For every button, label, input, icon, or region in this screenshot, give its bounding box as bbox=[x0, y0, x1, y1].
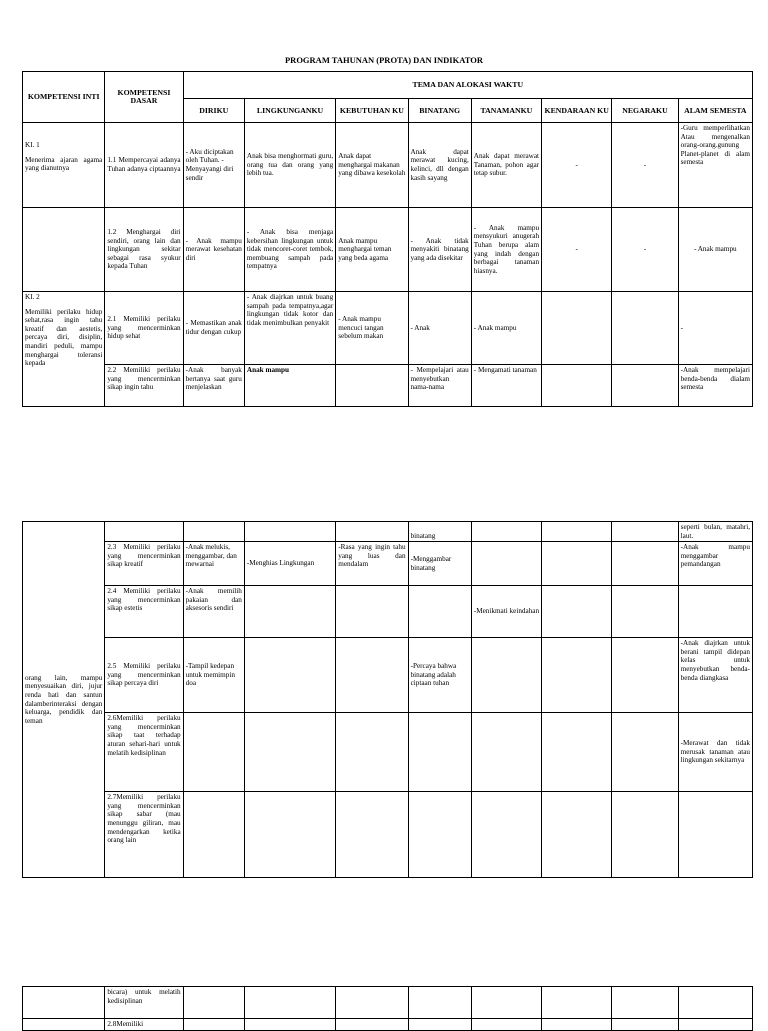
indicator-cell bbox=[408, 586, 471, 638]
indicator-cell bbox=[336, 987, 408, 1019]
theme-header: TANAMANKU bbox=[471, 99, 541, 123]
table-row bbox=[23, 713, 753, 792]
indicator-cell: -Guru memperlihatkan Atau mengenalkan orang-orang.gunung Planet-planet di alam semesta bbox=[678, 123, 752, 208]
kd-cell bbox=[105, 522, 183, 542]
indicator-cell bbox=[678, 987, 752, 1019]
indicator-cell bbox=[612, 542, 678, 586]
indicator-cell bbox=[336, 522, 408, 542]
indicator-cell bbox=[244, 987, 335, 1019]
indicator-cell: Anak dapat merawat kucing, kelinci, dll dengan kasih sayang bbox=[408, 123, 471, 208]
table-row bbox=[23, 542, 753, 586]
indicator-cell: -Anak memilih pakaian dan aksesoris sendiri bbox=[183, 586, 244, 638]
header-tema: TEMA DAN ALOKASI WAKTU bbox=[183, 72, 752, 99]
table-row bbox=[23, 522, 753, 542]
indicator-cell: - Mengamati tanaman bbox=[471, 365, 541, 407]
theme-header: ALAM SEMESTA bbox=[678, 99, 752, 123]
indicator-cell: -Percaya bahwa binatang adalah ciptaan tuhan bbox=[408, 638, 471, 713]
kd-cell: 2.1 Memiliki perilaku yang mencerminkan hidup sehat bbox=[105, 292, 183, 365]
indicator-cell bbox=[471, 792, 541, 878]
indicator-cell bbox=[612, 792, 678, 878]
ki-text: Menerima ajaran agama yang dianutnya bbox=[25, 155, 103, 173]
kd-cell: 2.5 Memiliki perilaku yang mencerminkan sikap percaya diri bbox=[105, 638, 183, 713]
indicator-cell bbox=[408, 792, 471, 878]
indicator-cell bbox=[612, 987, 678, 1019]
indicator-cell bbox=[678, 792, 752, 878]
indicator-cell bbox=[244, 1019, 335, 1031]
indicator-cell: Anak mampu menghargai teman yang beda agama bbox=[336, 208, 408, 292]
kd-cell: 2.6Memiliki perilaku yang mencerminkan sikap taat terhadap aturan sehari-hari untuk melatih kedisiplinan bbox=[105, 713, 183, 792]
indicator-cell: - Memastikan anak tidur dengan cukup bbox=[183, 292, 244, 365]
indicator-cell: binatang bbox=[408, 522, 471, 542]
indicator-cell: - bbox=[542, 123, 612, 208]
kd-cell: 2.8Memiliki bbox=[105, 1019, 183, 1031]
table-row bbox=[23, 292, 753, 365]
indicator-cell: - Anak bisa menjaga kebersihan lingkungan untuk tidak mencoret-coret tembok, membuang sampah pada tempatnya bbox=[244, 208, 335, 292]
table-row bbox=[23, 987, 753, 1019]
ki-2-cell bbox=[23, 292, 105, 407]
indicator-cell bbox=[542, 792, 612, 878]
indicator-cell bbox=[612, 1019, 678, 1031]
ki-code: KI. 2 bbox=[25, 293, 40, 301]
table-row bbox=[23, 208, 753, 292]
indicator-cell: - Mempelajari atau menyebutkan nama-nama bbox=[408, 365, 471, 407]
indicator-cell bbox=[183, 713, 244, 792]
indicator-cell bbox=[471, 987, 541, 1019]
indicator-cell bbox=[336, 365, 408, 407]
indicator-cell: -Menghias Lingkungan bbox=[244, 542, 335, 586]
kd-cell: 1.2 Menghargai diri sendiri, orang lain dan lingkungan sekitar sebagai rasa syukur kepada Tuhan bbox=[105, 208, 183, 292]
indicator-cell bbox=[542, 1019, 612, 1031]
document-title: PROGRAM TAHUNAN (PROTA) DAN INDIKATOR bbox=[284, 55, 483, 65]
indicator-cell bbox=[244, 713, 335, 792]
kd-cell: 1.1 Mempercayai adanya Tuhan adanya ciptaannya bbox=[105, 123, 183, 208]
indicator-cell: - Anak mampu mensyukuri anugerah Tuhan berupa alam yang indah dengan berbagai tanaman hiasnya. bbox=[471, 208, 541, 292]
indicator-cell bbox=[244, 638, 335, 713]
indicator-cell bbox=[336, 638, 408, 713]
indicator-cell bbox=[244, 792, 335, 878]
ki-1-cell bbox=[23, 123, 105, 208]
indicator-cell: - Anak mampu mencuci tangan sebelum makan bbox=[336, 292, 408, 365]
indicator-cell bbox=[471, 1019, 541, 1031]
indicator-cell bbox=[612, 586, 678, 638]
indicator-cell bbox=[244, 522, 335, 542]
table-row bbox=[23, 365, 753, 407]
indicator-cell bbox=[542, 638, 612, 713]
indicator-cell bbox=[183, 987, 244, 1019]
ki-code: KI. 1 bbox=[25, 141, 40, 149]
indicator-cell bbox=[471, 713, 541, 792]
indicator-cell bbox=[612, 713, 678, 792]
indicator-cell bbox=[542, 542, 612, 586]
indicator-cell: -Anak mampu menggambar pemandangan bbox=[678, 542, 752, 586]
indicator-cell: - bbox=[612, 123, 678, 208]
indicator-cell: seperti bulan, matahri, laut. bbox=[678, 522, 752, 542]
indicator-cell: Anak dapat merawat Tanaman, pohon agar tetap subur. bbox=[471, 123, 541, 208]
indicator-cell: -Merawat dan tidak merusak tanaman atau lingkungan sekitarnya bbox=[678, 713, 752, 792]
indicator-cell bbox=[471, 522, 541, 542]
table-row bbox=[23, 123, 753, 208]
indicator-cell bbox=[336, 792, 408, 878]
indicator-cell: - Anak mampu bbox=[471, 292, 541, 365]
prota-table-page-1 bbox=[22, 71, 753, 407]
indicator-cell: -Menggambar binatang bbox=[408, 542, 471, 586]
theme-header: BINATANG bbox=[408, 99, 471, 123]
theme-header: NEGARAKU bbox=[612, 99, 678, 123]
indicator-cell: - bbox=[612, 208, 678, 292]
indicator-cell bbox=[542, 365, 612, 407]
indicator-cell bbox=[336, 586, 408, 638]
indicator-cell bbox=[542, 292, 612, 365]
indicator-cell: -Rasa yang ingin tahu yang luas dan mendalam bbox=[336, 542, 408, 586]
indicator-cell bbox=[244, 586, 335, 638]
indicator-cell bbox=[542, 586, 612, 638]
table-row bbox=[23, 1019, 753, 1031]
indicator-cell: Anak dapat menghargai makanan yang dibawa kesekolah bbox=[336, 123, 408, 208]
indicator-cell bbox=[678, 586, 752, 638]
kd-cell: 2.4 Memiliki perilaku yang mencerminkan sikap estetis bbox=[105, 586, 183, 638]
indicator-cell: Anak bisa menghormati guru, orang tua dan orang yang lebih tua. bbox=[244, 123, 335, 208]
kd-cell: 2.7Memiliki perilaku yang mencerminkan sikap sabar (mau menunggu giliran, mau mendengarkan ketika orang lain bbox=[105, 792, 183, 878]
indicator-cell bbox=[612, 292, 678, 365]
kd-cell: 2.3 Memiliki perilaku yang mencerminkan sikap kreatif bbox=[105, 542, 183, 586]
indicator-cell: -Anak banyak bertanya saat guru menjelaskan bbox=[183, 365, 244, 407]
indicator-cell: - Aku diciptakan oleh Tuhan. - Menyayangi diri sendir bbox=[183, 123, 244, 208]
indicator-cell: - Anak mampu merawat kesehatan diri bbox=[183, 208, 244, 292]
prota-table-page-3 bbox=[22, 986, 753, 1031]
theme-header: DIRIKU bbox=[183, 99, 244, 123]
indicator-cell bbox=[678, 1019, 752, 1031]
indicator-cell bbox=[542, 713, 612, 792]
table-row bbox=[23, 638, 753, 713]
indicator-cell bbox=[612, 638, 678, 713]
theme-header: KENDARAAN KU bbox=[542, 99, 612, 123]
indicator-cell: Anak mampu bbox=[244, 365, 335, 407]
indicator-cell bbox=[183, 1019, 244, 1031]
table-row bbox=[23, 586, 753, 638]
table-row bbox=[23, 792, 753, 878]
prota-table-page-2 bbox=[22, 521, 753, 878]
indicator-cell bbox=[542, 522, 612, 542]
indicator-cell: -Menikmati keindahan bbox=[471, 586, 541, 638]
header-kompetensi-inti: KOMPETENSI INTI bbox=[23, 72, 105, 123]
ki-2-cell-cont: orang lain, mampu menyesuaikan diri, jujur renda hati dan santun dalamberinteraksi dengan keluarga, pendidik dan teman bbox=[23, 522, 105, 878]
indicator-cell: - Anak diajrkan untuk buang sampah pada tempatnya,agar lingkungan tidak kotor dan tidak menimbulkan penyakit bbox=[244, 292, 335, 365]
kd-cell: 2.2 Memiliki perilaku yang mencerminkan sikap ingin tahu bbox=[105, 365, 183, 407]
indicator-cell: - Anak tidak menyakiti binatang yang ada disekitar bbox=[408, 208, 471, 292]
theme-header: LINGKUNGANKU bbox=[244, 99, 335, 123]
kd-cell: bicara) untuk melatih kedisiplinan bbox=[105, 987, 183, 1019]
indicator-cell: - Anak mampu bbox=[678, 208, 752, 292]
indicator-cell: - bbox=[542, 208, 612, 292]
indicator-cell: -Anak melukis, menggambar, dan mewarnai bbox=[183, 542, 244, 586]
theme-header: KEBUTUHAN KU bbox=[336, 99, 408, 123]
ki-cell bbox=[23, 987, 105, 1019]
indicator-cell bbox=[408, 987, 471, 1019]
indicator-cell bbox=[336, 713, 408, 792]
indicator-cell bbox=[471, 542, 541, 586]
indicator-cell bbox=[183, 522, 244, 542]
indicator-cell bbox=[408, 713, 471, 792]
indicator-cell bbox=[542, 987, 612, 1019]
indicator-cell: -Anak diajrkan untuk berani tampil didepan kelas untuk menyebutkan benda-benda diangkasa bbox=[678, 638, 752, 713]
indicator-cell bbox=[471, 638, 541, 713]
indicator-cell: - bbox=[678, 292, 752, 365]
indicator-cell bbox=[408, 1019, 471, 1031]
header-kompetensi-dasar: KOMPETENSI DASAR bbox=[105, 72, 183, 123]
indicator-cell: -Tampil kedepan untuk memimpin doa bbox=[183, 638, 244, 713]
indicator-cell: - Anak bbox=[408, 292, 471, 365]
indicator-cell bbox=[336, 1019, 408, 1031]
indicator-cell bbox=[612, 365, 678, 407]
indicator-cell bbox=[183, 792, 244, 878]
ki-cell bbox=[23, 1019, 105, 1031]
indicator-cell: -Anak mempelajari benda-benda dialam semesta bbox=[678, 365, 752, 407]
ki-1-cell-cont bbox=[23, 208, 105, 292]
ki-text: Memiliki perilaku hidup sehat,rasa ingin tahu kreatif dan aestetis, percaya diri, disiplin, mandiri peduli, mampu menghargai toleransi kepada bbox=[25, 307, 103, 368]
indicator-cell bbox=[612, 522, 678, 542]
